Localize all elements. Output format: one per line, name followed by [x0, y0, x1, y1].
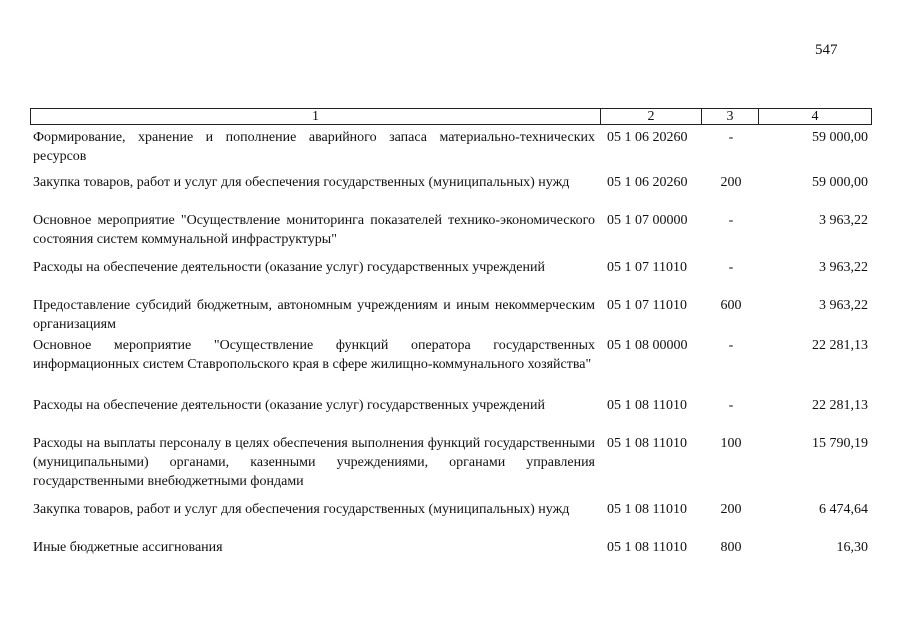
row-type: 200 [720, 175, 742, 190]
row-type: 200 [720, 502, 742, 517]
row-type: 600 [720, 298, 742, 313]
row-description: Основное мероприятие "Осуществление функций оператора государственных информационных систем Ставропольского края в сфере жилищно-коммунального хозяйства" [33, 338, 595, 372]
row-code: 05 1 08 11010 [607, 436, 687, 451]
row-amount: 22 281,13 [812, 398, 868, 413]
row-code: 05 1 08 11010 [607, 398, 687, 413]
table-header [30, 108, 872, 125]
page-number: 547 [815, 42, 838, 58]
row-description: Формирование, хранение и пополнение аварийного запаса материально-технических ресурсов [33, 130, 595, 164]
row-description: Иные бюджетные ассигнования [33, 540, 223, 555]
row-amount: 3 963,22 [819, 260, 868, 275]
row-type: 100 [720, 436, 742, 451]
row-code: 05 1 08 00000 [607, 338, 688, 353]
row-amount: 22 281,13 [812, 338, 868, 353]
header-col-1: 1 [31, 109, 601, 124]
row-code: 05 1 06 20260 [607, 175, 688, 190]
row-amount: 16,30 [836, 540, 868, 555]
row-code: 05 1 07 00000 [607, 213, 688, 228]
row-amount: 15 790,19 [812, 436, 868, 451]
row-description: Закупка товаров, работ и услуг для обеспечения государственных (муниципальных) нужд [33, 175, 570, 190]
header-col-3: 3 [702, 109, 759, 124]
row-type: 800 [720, 540, 742, 555]
row-code: 05 1 06 20260 [607, 130, 688, 145]
row-amount: 6 474,64 [819, 502, 868, 517]
row-description: Закупка товаров, работ и услуг для обеспечения государственных (муниципальных) нужд [33, 502, 570, 517]
row-code: 05 1 08 11010 [607, 540, 687, 555]
row-description: Основное мероприятие "Осуществление мониторинга показателей технико-экономического состояния систем коммунальной инфраструктуры" [33, 213, 595, 247]
row-code: 05 1 07 11010 [607, 298, 687, 313]
row-amount: 59 000,00 [812, 130, 868, 145]
row-description: Расходы на выплаты персоналу в целях обеспечения выполнения функций государственными (муниципальными) органами, казенными учреждениями, органами управления государственными внебюджетными фондами [33, 436, 595, 489]
row-amount: 3 963,22 [819, 213, 868, 228]
row-code: 05 1 08 11010 [607, 502, 687, 517]
row-type: - [728, 338, 734, 353]
row-type: - [728, 260, 734, 275]
row-type: - [728, 398, 734, 413]
header-col-2: 2 [601, 109, 702, 124]
row-description: Расходы на обеспечение деятельности (оказание услуг) государственных учреждений [33, 260, 545, 275]
row-type: - [728, 213, 734, 228]
row-description: Предоставление субсидий бюджетным, автономным учреждениям и иным некоммерческим организациям [33, 298, 595, 332]
row-amount: 59 000,00 [812, 175, 868, 190]
row-code: 05 1 07 11010 [607, 260, 687, 275]
header-col-4: 4 [811, 109, 819, 124]
row-type: - [728, 130, 734, 145]
row-amount: 3 963,22 [819, 298, 868, 313]
row-description: Расходы на обеспечение деятельности (оказание услуг) государственных учреждений [33, 398, 545, 413]
